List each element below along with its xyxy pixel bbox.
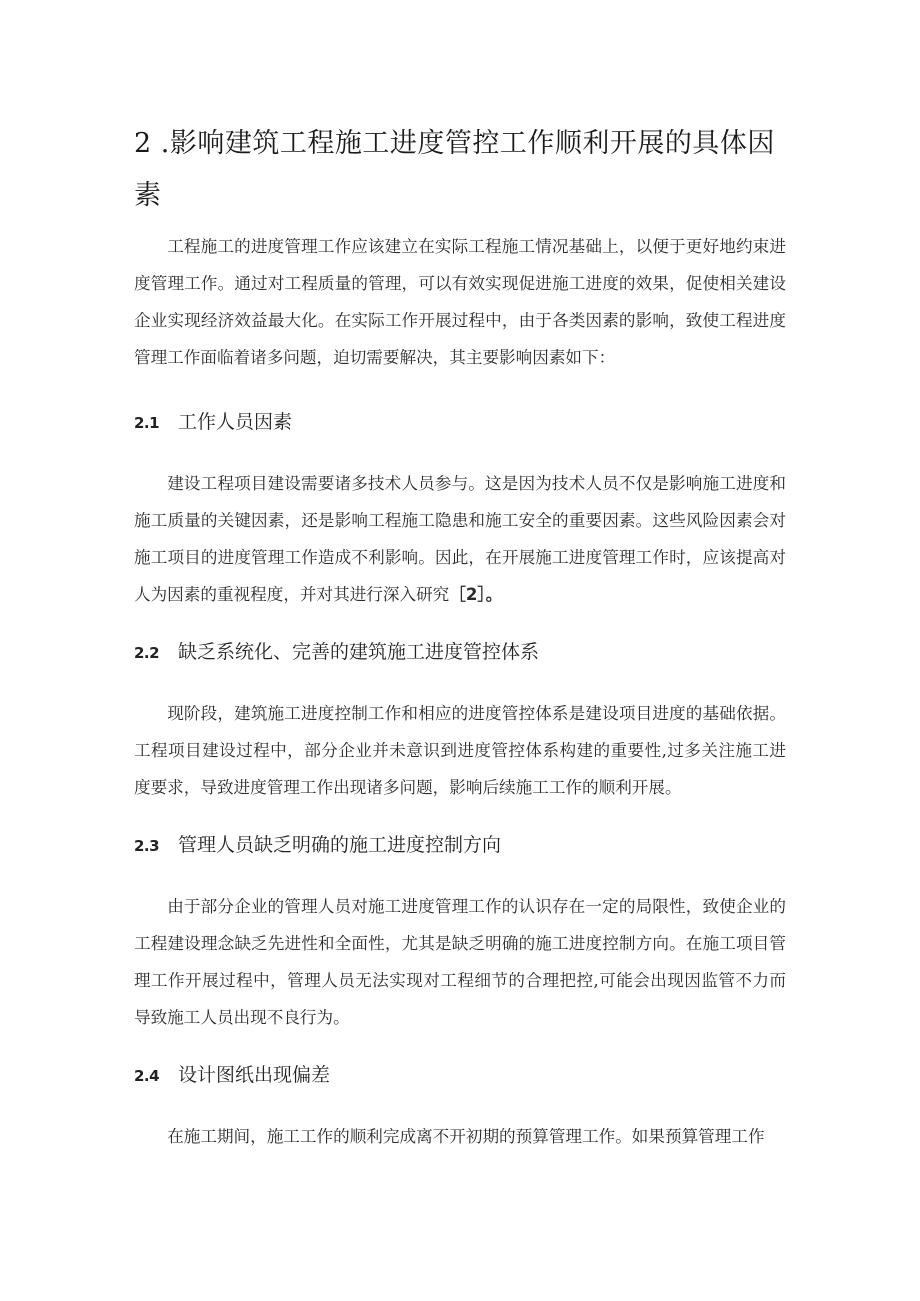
subsection-paragraph-2-1 bbox=[134, 465, 786, 613]
subsection-title: 缺乏系统化、完善的建筑施工进度管控体系 bbox=[178, 641, 540, 663]
intro-paragraph: 工程施工的进度管理工作应该建立在实际工程施工情况基础上，以便于更好地约束进度管理工作。通过对工程质量的管理，可以有效实现促进施工进度的效果，促使相关建设企业实现经济效益最大化。在实际工作开展过程中，由于各类因素的影响，致使工程进度管理工作面临着诸多问题，迫切需要解决，其主要影响因素如下： bbox=[134, 237, 786, 367]
subsection-paragraph-2-2: 现阶段，建筑施工进度控制工作和相应的进度管控体系是建设项目进度的基础依据。工程项目建设过程中，部分企业并未意识到进度管控体系构建的重要性,过多关注施工进度要求，导致进度管理工作出现诸多问题，影响后续施工工作的顺利开展。 bbox=[134, 704, 786, 797]
subsection-paragraph-2-3: 由于部分企业的管理人员对施工进度管理工作的认识存在一定的局限性，致使企业的工程建设理念缺乏先进性和全面性，尤其是缺乏明确的施工进度控制方向。在施工项目管理工作开展过程中，管理人员无法实现对工程细节的合理把控,可能会出现因监管不力而导致施工人员出现不良行为。 bbox=[134, 897, 786, 1027]
subsection-number: 2.2 bbox=[134, 644, 160, 662]
subsection-number: 2.4 bbox=[134, 1067, 160, 1085]
subsection-number: 2.3 bbox=[134, 837, 160, 855]
subsection-paragraph-2-4: 在施工期间，施工工作的顺利完成离不开初期的预算管理工作。如果预算管理工作 bbox=[167, 1127, 765, 1146]
section-title: 2 .影响建筑工程施工进度管控工作顺利开展的具体因素 bbox=[134, 128, 775, 211]
subsection-heading-2-2 bbox=[134, 638, 539, 667]
subsection-title: 管理人员缺乏明确的施工进度控制方向 bbox=[178, 834, 502, 856]
subsection-heading-2-1 bbox=[134, 408, 292, 437]
citation-reference: ［2］。 bbox=[449, 585, 503, 604]
subsection-title: 工作人员因素 bbox=[178, 411, 293, 433]
subsection-title: 设计图纸出现偏差 bbox=[178, 1064, 331, 1086]
subsection-number: 2.1 bbox=[134, 414, 160, 432]
paragraph-text: 建设工程项目建设需要诸多技术人员参与。这是因为技术人员不仅是影响施工进度和施工质量的关键因素，还是影响工程施工隐患和施工安全的重要因素。这些风险因素会对施工项目的进度管理工作造成不利影响。因此，在开展施工进度管理工作时，应该提高对人为因素的重视程度，并对其进行深入研究 bbox=[134, 474, 786, 604]
subsection-heading-2-4 bbox=[134, 1061, 330, 1090]
subsection-heading-2-3 bbox=[134, 831, 501, 860]
